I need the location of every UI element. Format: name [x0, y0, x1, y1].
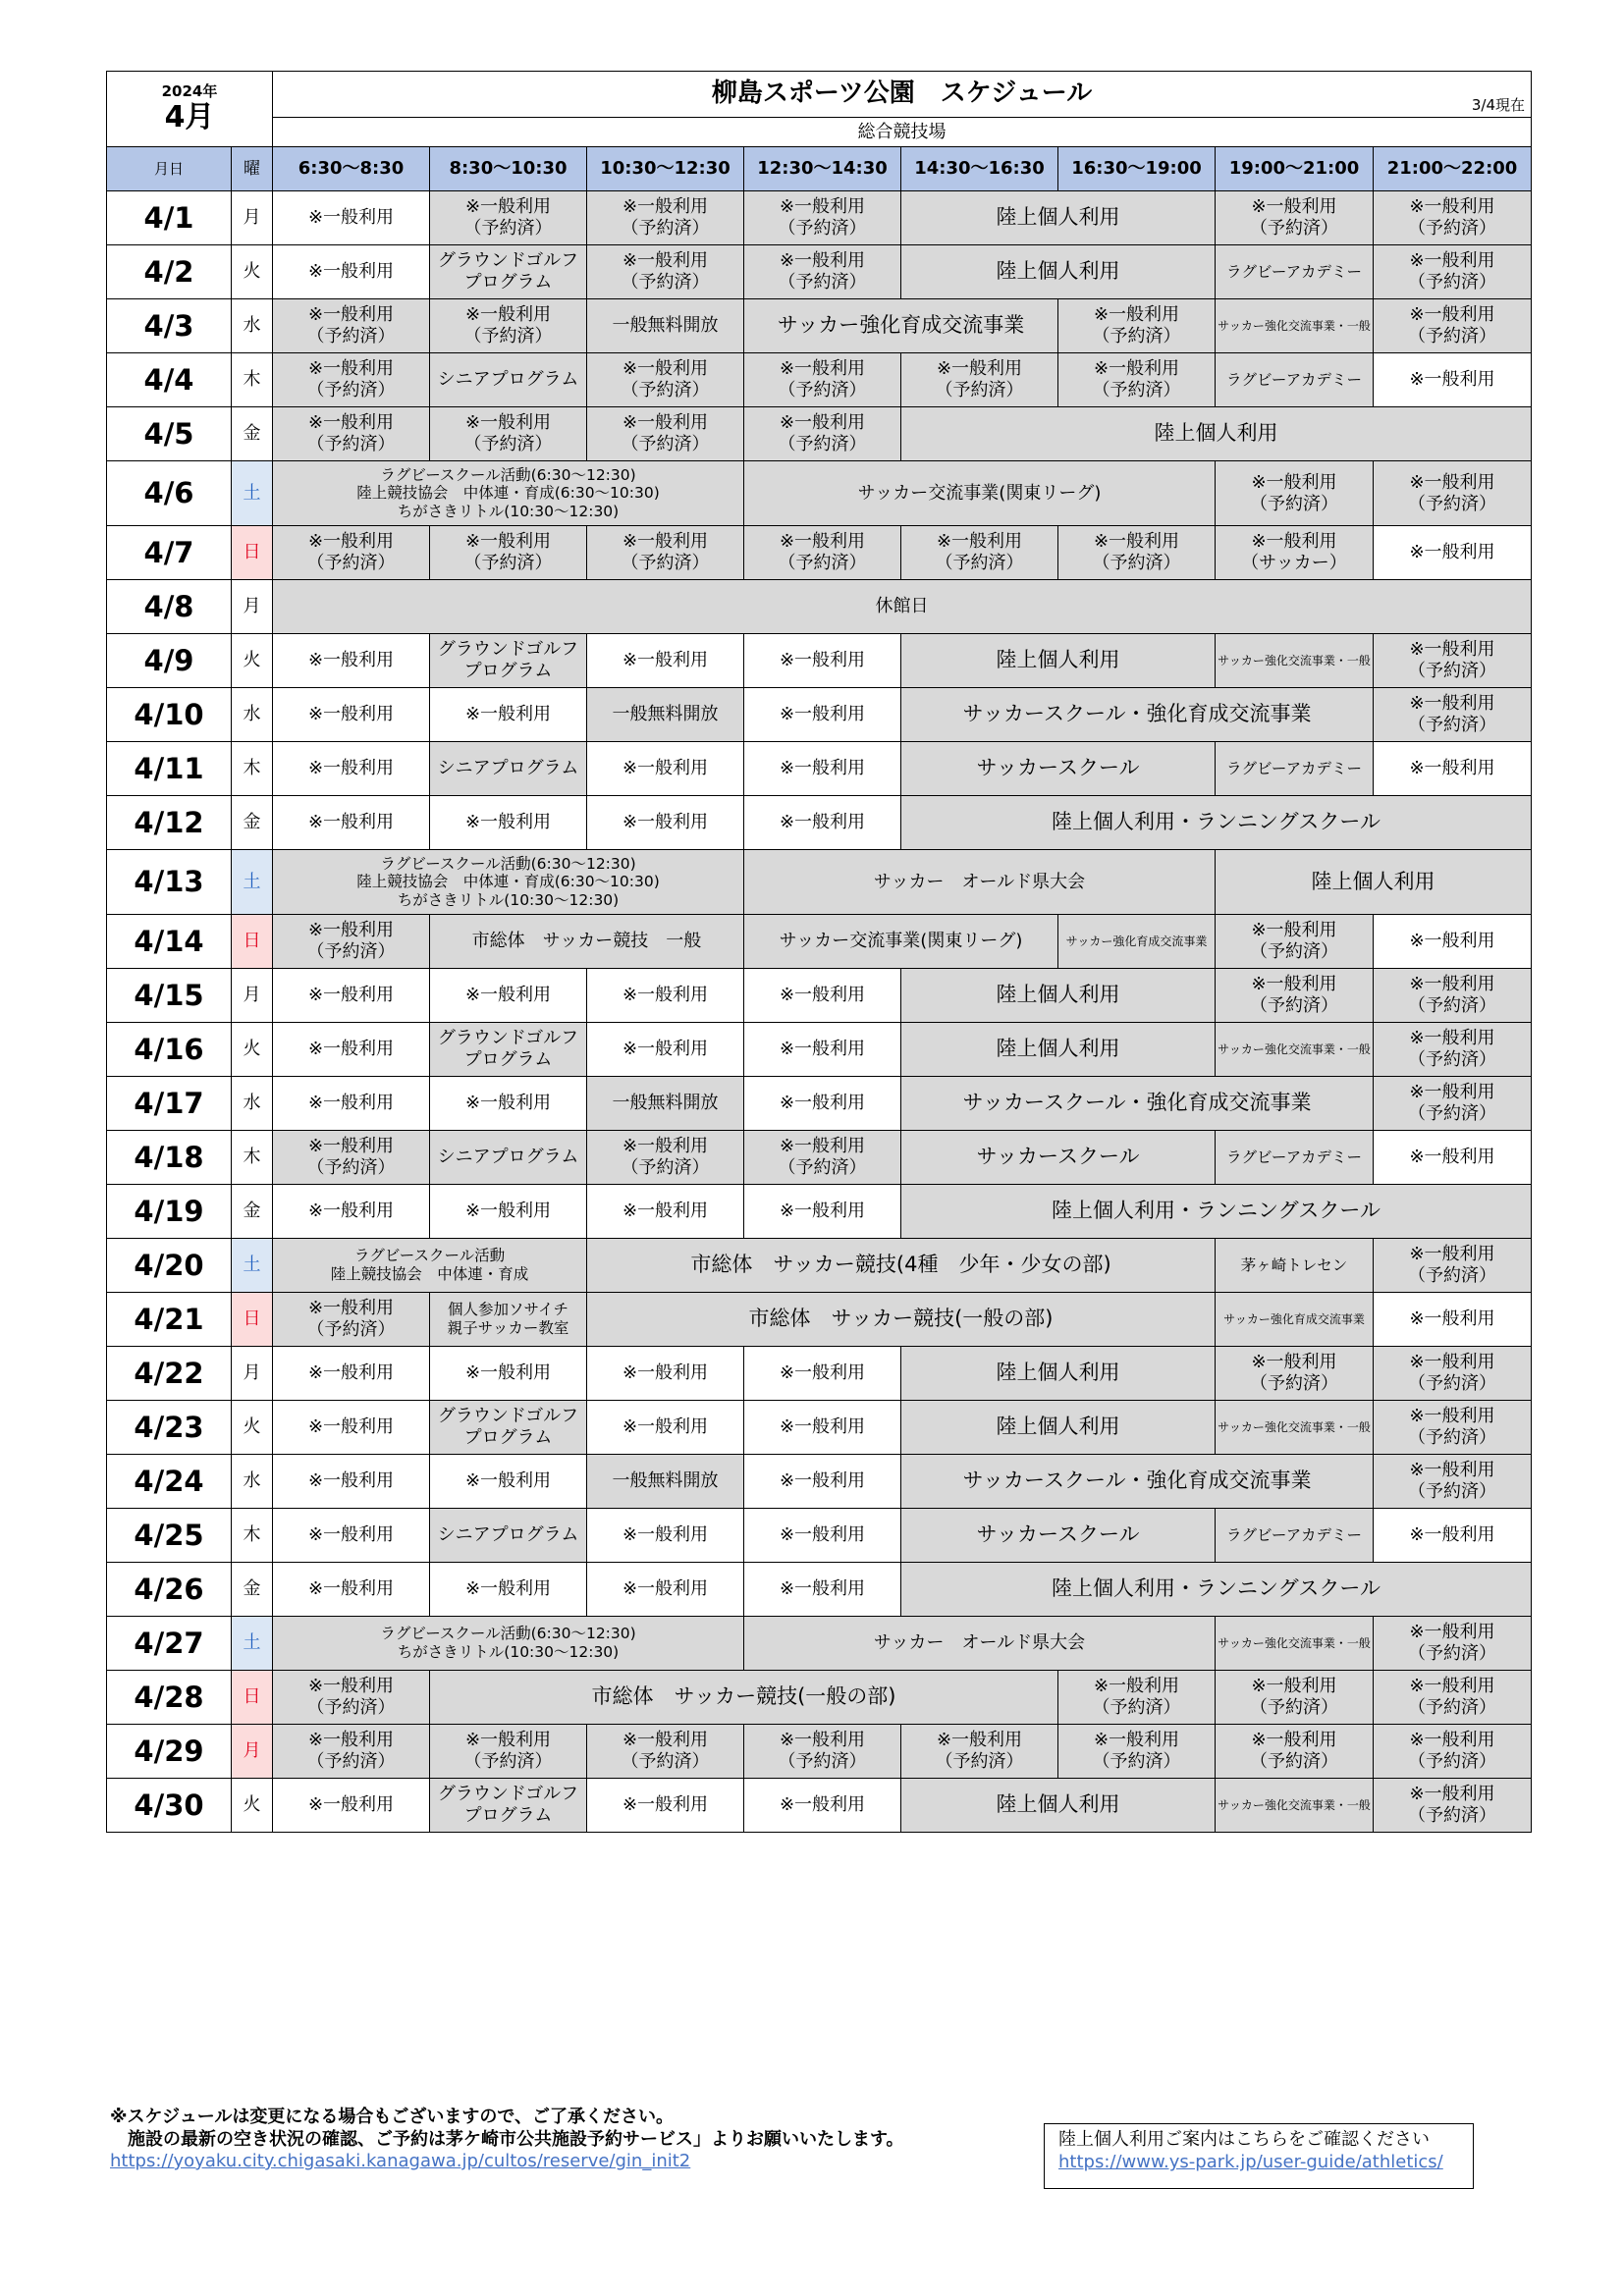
schedule-cell: ※一般利用	[273, 1509, 430, 1563]
row-date: 4/7	[107, 526, 232, 580]
schedule-cell: ※一般利用	[587, 1509, 744, 1563]
schedule-cell: ※一般利用 （予約済）	[587, 353, 744, 407]
schedule-cell: ※一般利用 （予約済）	[273, 1131, 430, 1185]
schedule-cell: ※一般利用 （予約済）	[587, 245, 744, 299]
schedule-row	[107, 1347, 1532, 1401]
schedule-cell: ※一般利用	[273, 1023, 430, 1077]
schedule-cell: ※一般利用	[744, 742, 901, 796]
athletics-info-label: 陸上個人利用ご案内はこちらをご確認ください	[1058, 2129, 1430, 2150]
schedule-cell: 陸上個人利用・ランニングスクール	[901, 1563, 1532, 1617]
schedule-cell: ※一般利用 （予約済）	[1058, 353, 1216, 407]
schedule-cell: サッカー強化交流事業・一般	[1216, 1617, 1374, 1671]
schedule-cell: 茅ヶ崎トレセン	[1216, 1239, 1374, 1293]
schedule-cell: 陸上個人利用	[1216, 850, 1532, 915]
schedule-cell: ※一般利用	[273, 1347, 430, 1401]
row-day-of-week: 水	[232, 1455, 273, 1509]
schedule-cell: サッカー強化交流事業・一般	[1216, 1779, 1374, 1833]
schedule-cell: ※一般利用 （予約済）	[1374, 299, 1532, 353]
row-day-of-week: 木	[232, 353, 273, 407]
schedule-row	[107, 353, 1532, 407]
schedule-cell: ※一般利用	[587, 1563, 744, 1617]
schedule-cell: ※一般利用 （予約済）	[744, 1131, 901, 1185]
schedule-cell: ※一般利用 （予約済）	[1058, 1671, 1216, 1725]
row-date: 4/12	[107, 796, 232, 850]
facility-name: 総合競技場	[273, 118, 1532, 147]
schedule-cell: ラグビーアカデミー	[1216, 742, 1374, 796]
row-date: 4/28	[107, 1671, 232, 1725]
col-header-slot: 14:30～16:30	[901, 147, 1058, 191]
schedule-cell: サッカースクール・強化育成交流事業	[901, 688, 1374, 742]
schedule-row	[107, 461, 1532, 526]
schedule-cell: サッカー強化育成交流事業	[1058, 915, 1216, 969]
schedule-cell: ※一般利用	[430, 1563, 587, 1617]
schedule-cell: ※一般利用	[1374, 1509, 1532, 1563]
schedule-cell: ※一般利用 （予約済）	[1374, 634, 1532, 688]
col-header-date: 月日	[107, 147, 232, 191]
schedule-cell: 陸上個人利用	[901, 191, 1216, 245]
schedule-cell: ※一般利用	[587, 742, 744, 796]
athletics-info-link[interactable]: https://www.ys-park.jp/user-guide/athletics/	[1058, 2152, 1443, 2173]
schedule-cell: 陸上個人利用	[901, 407, 1532, 461]
schedule-cell: ※一般利用	[1374, 1293, 1532, 1347]
row-date: 4/25	[107, 1509, 232, 1563]
schedule-row	[107, 1185, 1532, 1239]
schedule-cell: 陸上個人利用	[901, 1779, 1216, 1833]
row-date: 4/23	[107, 1401, 232, 1455]
page-title: 柳島スポーツ公園 スケジュール	[711, 79, 1093, 109]
schedule-table	[106, 71, 1532, 1833]
col-header-slot: 12:30～14:30	[744, 147, 901, 191]
row-day-of-week: 火	[232, 1023, 273, 1077]
schedule-cell: ※一般利用 （予約済）	[1058, 299, 1216, 353]
row-date: 4/13	[107, 850, 232, 915]
schedule-cell: ※一般利用 （予約済）	[430, 299, 587, 353]
schedule-cell: 陸上個人利用・ランニングスクール	[901, 796, 1532, 850]
schedule-cell: ※一般利用	[587, 634, 744, 688]
schedule-cell: ※一般利用 （予約済）	[587, 526, 744, 580]
year-label: 2024年	[161, 82, 218, 100]
schedule-cell: 陸上個人利用	[901, 1347, 1216, 1401]
schedule-cell: ※一般利用 （予約済）	[901, 526, 1058, 580]
schedule-cell: ※一般利用 （予約済）	[744, 407, 901, 461]
schedule-row	[107, 1617, 1532, 1671]
schedule-cell: ※一般利用	[273, 796, 430, 850]
schedule-cell: ※一般利用	[273, 1779, 430, 1833]
schedule-cell: ※一般利用	[273, 1563, 430, 1617]
schedule-cell: サッカー強化育成交流事業	[1216, 1293, 1374, 1347]
schedule-cell: ※一般利用	[430, 1077, 587, 1131]
schedule-cell: ※一般利用 （予約済）	[273, 299, 430, 353]
schedule-cell: ※一般利用	[273, 742, 430, 796]
schedule-cell: ※一般利用	[273, 1401, 430, 1455]
row-day-of-week: 日	[232, 1671, 273, 1725]
schedule-row	[107, 1401, 1532, 1455]
schedule-cell: ※一般利用	[744, 1185, 901, 1239]
schedule-cell: ※一般利用 （予約済）	[430, 1725, 587, 1779]
schedule-cell: ※一般利用 （予約済）	[1216, 915, 1374, 969]
schedule-cell: ※一般利用 （予約済）	[587, 1131, 744, 1185]
schedule-cell: ※一般利用	[744, 1509, 901, 1563]
schedule-row	[107, 299, 1532, 353]
row-date: 4/30	[107, 1779, 232, 1833]
col-header-dow: 曜	[232, 147, 273, 191]
schedule-cell: ※一般利用	[587, 796, 744, 850]
row-day-of-week: 水	[232, 1077, 273, 1131]
row-day-of-week: 木	[232, 742, 273, 796]
schedule-cell: 陸上個人利用・ランニングスクール	[901, 1185, 1532, 1239]
schedule-cell: ※一般利用	[430, 1347, 587, 1401]
schedule-cell: ※一般利用 （予約済）	[430, 407, 587, 461]
row-date: 4/22	[107, 1347, 232, 1401]
row-day-of-week: 月	[232, 1347, 273, 1401]
schedule-cell: シニアプログラム	[430, 1509, 587, 1563]
row-date: 4/16	[107, 1023, 232, 1077]
schedule-cell: ※一般利用	[744, 1401, 901, 1455]
schedule-cell: サッカー オールド県大会	[744, 1617, 1216, 1671]
schedule-cell: ※一般利用 （予約済）	[587, 407, 744, 461]
schedule-cell: サッカー オールド県大会	[744, 850, 1216, 915]
schedule-cell: ※一般利用	[587, 1779, 744, 1833]
schedule-cell: ※一般利用 （予約済）	[1374, 1077, 1532, 1131]
schedule-row	[107, 742, 1532, 796]
schedule-cell: ※一般利用 （予約済）	[587, 191, 744, 245]
schedule-cell: ラグビーアカデミー	[1216, 1509, 1374, 1563]
row-date: 4/3	[107, 299, 232, 353]
schedule-cell: ※一般利用 （予約済）	[744, 245, 901, 299]
schedule-cell: サッカー交流事業(関東リーグ)	[744, 915, 1058, 969]
row-day-of-week: 土	[232, 461, 273, 526]
row-date: 4/6	[107, 461, 232, 526]
row-date: 4/1	[107, 191, 232, 245]
schedule-cell: サッカースクール	[901, 742, 1216, 796]
schedule-cell: グラウンドゴルフ プログラム	[430, 1023, 587, 1077]
row-day-of-week: 水	[232, 688, 273, 742]
row-day-of-week: 金	[232, 407, 273, 461]
row-day-of-week: 月	[232, 191, 273, 245]
row-date: 4/9	[107, 634, 232, 688]
schedule-cell: ラグビースクール活動 陸上競技協会 中体連・育成	[273, 1239, 587, 1293]
schedule-cell: サッカースクール	[901, 1131, 1216, 1185]
schedule-row	[107, 526, 1532, 580]
row-date: 4/29	[107, 1725, 232, 1779]
schedule-cell: ※一般利用 （予約済）	[1216, 969, 1374, 1023]
row-date: 4/21	[107, 1293, 232, 1347]
schedule-cell: ※一般利用	[430, 688, 587, 742]
schedule-row	[107, 1023, 1532, 1077]
schedule-cell: ※一般利用	[744, 1779, 901, 1833]
row-day-of-week: 火	[232, 1779, 273, 1833]
schedule-cell: ※一般利用	[744, 634, 901, 688]
schedule-row	[107, 915, 1532, 969]
schedule-cell: ラグビースクール活動(6:30～12:30) 陸上競技協会 中体連・育成(6:30～10:30) ちがさきリトル(10:30～12:30)	[273, 461, 744, 526]
schedule-cell: ※一般利用 （予約済）	[901, 353, 1058, 407]
schedule-cell: シニアプログラム	[430, 742, 587, 796]
row-day-of-week: 金	[232, 1185, 273, 1239]
schedule-cell: ※一般利用 （予約済）	[1374, 1455, 1532, 1509]
schedule-cell: ※一般利用 （予約済）	[744, 353, 901, 407]
schedule-cell: グラウンドゴルフ プログラム	[430, 1401, 587, 1455]
col-header-slot: 16:30～19:00	[1058, 147, 1216, 191]
schedule-row	[107, 1509, 1532, 1563]
schedule-cell: ※一般利用	[744, 1023, 901, 1077]
schedule-change-note: ※スケジュールは変更になる場合もございますので、ご了承ください。	[110, 2107, 675, 2127]
schedule-cell: ※一般利用	[273, 191, 430, 245]
schedule-cell: 休館日	[273, 580, 1532, 634]
col-header-slot: 19:00～21:00	[1216, 147, 1374, 191]
row-day-of-week: 金	[232, 1563, 273, 1617]
schedule-cell: ラグビースクール活動(6:30～12:30) 陸上競技協会 中体連・育成(6:30～10:30) ちがさきリトル(10:30～12:30)	[273, 850, 744, 915]
schedule-cell: ※一般利用 （予約済）	[1216, 1671, 1374, 1725]
schedule-cell: サッカー強化育成交流事業	[744, 299, 1058, 353]
col-header-slot: 8:30～10:30	[430, 147, 587, 191]
footer-notes	[110, 2107, 904, 2173]
athletics-info-box	[1044, 2123, 1474, 2189]
schedule-cell: ※一般利用 （予約済）	[1374, 1671, 1532, 1725]
schedule-row	[107, 1779, 1532, 1833]
schedule-cell: シニアプログラム	[430, 1131, 587, 1185]
schedule-cell: サッカースクール・強化育成交流事業	[901, 1455, 1374, 1509]
schedule-cell: ※一般利用 （予約済）	[273, 915, 430, 969]
schedule-cell: ※一般利用 （予約済）	[1216, 1725, 1374, 1779]
schedule-cell: ※一般利用 （予約済）	[901, 1725, 1058, 1779]
schedule-cell: 陸上個人利用	[901, 634, 1216, 688]
schedule-cell: ※一般利用	[744, 1347, 901, 1401]
schedule-cell: ※一般利用	[430, 796, 587, 850]
row-date: 4/14	[107, 915, 232, 969]
schedule-cell: ラグビースクール活動(6:30～12:30) ちがさきリトル(10:30～12:30)	[273, 1617, 744, 1671]
schedule-cell: ※一般利用 （予約済）	[1216, 1347, 1374, 1401]
schedule-cell: サッカー強化交流事業・一般	[1216, 299, 1374, 353]
schedule-cell: ※一般利用	[273, 634, 430, 688]
schedule-cell: ラグビーアカデミー	[1216, 1131, 1374, 1185]
schedule-cell: ※一般利用	[430, 969, 587, 1023]
row-date: 4/19	[107, 1185, 232, 1239]
schedule-cell: 一般無料開放	[587, 688, 744, 742]
row-date: 4/20	[107, 1239, 232, 1293]
schedule-cell: ※一般利用	[744, 1455, 901, 1509]
schedule-cell: ※一般利用 （予約済）	[273, 1671, 430, 1725]
row-date: 4/26	[107, 1563, 232, 1617]
schedule-cell: ラグビーアカデミー	[1216, 245, 1374, 299]
row-date: 4/11	[107, 742, 232, 796]
schedule-cell: ※一般利用 （予約済）	[1374, 969, 1532, 1023]
schedule-cell: ※一般利用	[1374, 1131, 1532, 1185]
row-day-of-week: 月	[232, 580, 273, 634]
schedule-cell: グラウンドゴルフ プログラム	[430, 245, 587, 299]
col-header-slot: 21:00～22:00	[1374, 147, 1532, 191]
row-date: 4/4	[107, 353, 232, 407]
schedule-row	[107, 1239, 1532, 1293]
schedule-cell: ※一般利用	[273, 688, 430, 742]
schedule-row	[107, 796, 1532, 850]
schedule-cell: ※一般利用 （予約済）	[430, 526, 587, 580]
col-header-slot: 6:30～8:30	[273, 147, 430, 191]
schedule-row	[107, 634, 1532, 688]
schedule-cell: ※一般利用	[273, 1455, 430, 1509]
schedule-cell: ※一般利用 （予約済）	[1374, 1239, 1532, 1293]
schedule-row	[107, 1077, 1532, 1131]
row-day-of-week: 木	[232, 1509, 273, 1563]
schedule-row	[107, 1725, 1532, 1779]
schedule-row	[107, 580, 1532, 634]
schedule-cell: ※一般利用 （予約済）	[430, 191, 587, 245]
schedule-cell: ※一般利用	[273, 245, 430, 299]
schedule-cell: ※一般利用	[587, 1185, 744, 1239]
schedule-cell: ※一般利用	[587, 1347, 744, 1401]
schedule-cell: ※一般利用	[744, 1077, 901, 1131]
schedule-row	[107, 1563, 1532, 1617]
schedule-cell: ラグビーアカデミー	[1216, 353, 1374, 407]
schedule-cell: ※一般利用 （予約済）	[273, 1725, 430, 1779]
row-date: 4/5	[107, 407, 232, 461]
schedule-cell: ※一般利用	[430, 1185, 587, 1239]
schedule-cell: 陸上個人利用	[901, 1401, 1216, 1455]
schedule-cell: 陸上個人利用	[901, 969, 1216, 1023]
schedule-cell: シニアプログラム	[430, 353, 587, 407]
schedule-cell: ※一般利用 （予約済）	[1374, 191, 1532, 245]
schedule-cell: グラウンドゴルフ プログラム	[430, 1779, 587, 1833]
schedule-cell: ※一般利用 （予約済）	[1058, 1725, 1216, 1779]
month-label: 4月	[164, 100, 215, 134]
schedule-cell: 陸上個人利用	[901, 245, 1216, 299]
schedule-cell: 市総体 サッカー競技(一般の部)	[430, 1671, 1058, 1725]
schedule-cell: ※一般利用 （予約済）	[273, 353, 430, 407]
schedule-cell: ※一般利用 （予約済）	[1374, 1347, 1532, 1401]
schedule-cell: ※一般利用	[430, 1455, 587, 1509]
row-day-of-week: 土	[232, 1617, 273, 1671]
schedule-row	[107, 245, 1532, 299]
row-date: 4/2	[107, 245, 232, 299]
schedule-cell: 一般無料開放	[587, 1455, 744, 1509]
schedule-cell: ※一般利用	[1374, 526, 1532, 580]
row-day-of-week: 水	[232, 299, 273, 353]
schedule-row	[107, 969, 1532, 1023]
reservation-link[interactable]: https://yoyaku.city.chigasaki.kanagawa.jp/cultos/reserve/gin_init2	[110, 2151, 691, 2171]
schedule-cell: 一般無料開放	[587, 299, 744, 353]
schedule-row	[107, 1455, 1532, 1509]
schedule-cell: サッカースクール	[901, 1509, 1216, 1563]
schedule-cell: ※一般利用 （予約済）	[273, 1293, 430, 1347]
schedule-cell: ※一般利用	[587, 1401, 744, 1455]
schedule-cell: ※一般利用	[273, 1185, 430, 1239]
row-day-of-week: 火	[232, 634, 273, 688]
schedule-cell: ※一般利用	[1374, 915, 1532, 969]
schedule-cell: ※一般利用 （予約済）	[1374, 1023, 1532, 1077]
schedule-row	[107, 1671, 1532, 1725]
row-day-of-week: 月	[232, 969, 273, 1023]
row-day-of-week: 木	[232, 1131, 273, 1185]
schedule-cell: 陸上個人利用	[901, 1023, 1216, 1077]
row-day-of-week: 土	[232, 850, 273, 915]
schedule-cell: 市総体 サッカー競技 一般	[430, 915, 744, 969]
schedule-cell: ※一般利用	[587, 1023, 744, 1077]
schedule-cell: ※一般利用 （予約済）	[1374, 1401, 1532, 1455]
schedule-cell: ※一般利用 （予約済）	[1058, 526, 1216, 580]
schedule-row	[107, 191, 1532, 245]
row-date: 4/18	[107, 1131, 232, 1185]
schedule-cell: ※一般利用 （予約済）	[273, 526, 430, 580]
schedule-cell: ※一般利用	[744, 688, 901, 742]
schedule-cell: ※一般利用 （予約済）	[1374, 1725, 1532, 1779]
row-date: 4/17	[107, 1077, 232, 1131]
schedule-row	[107, 850, 1532, 915]
column-header-row	[107, 147, 1532, 191]
schedule-cell: 市総体 サッカー競技(4種 少年・少女の部)	[587, 1239, 1216, 1293]
schedule-cell: ※一般利用	[273, 969, 430, 1023]
row-day-of-week: 月	[232, 1725, 273, 1779]
reservation-note: 施設の最新の空き状況の確認、ご予約は茅ケ崎市公共施設予約サービス」よりお願いいたします。	[110, 2128, 904, 2150]
row-day-of-week: 日	[232, 526, 273, 580]
row-day-of-week: 火	[232, 1401, 273, 1455]
schedule-cell: サッカー強化交流事業・一般	[1216, 1401, 1374, 1455]
schedule-row	[107, 1131, 1532, 1185]
schedule-cell: ※一般利用 （予約済）	[744, 191, 901, 245]
schedule-cell: ※一般利用	[744, 969, 901, 1023]
page-title-cell	[273, 72, 1532, 118]
row-date: 4/27	[107, 1617, 232, 1671]
row-day-of-week: 日	[232, 915, 273, 969]
schedule-cell: グラウンドゴルフ プログラム	[430, 634, 587, 688]
schedule-cell: ※一般利用 （予約済）	[1374, 461, 1532, 526]
row-date: 4/10	[107, 688, 232, 742]
schedule-row	[107, 407, 1532, 461]
schedule-cell: 市総体 サッカー競技(一般の部)	[587, 1293, 1216, 1347]
row-day-of-week: 土	[232, 1239, 273, 1293]
schedule-cell: ※一般利用 （予約済）	[587, 1725, 744, 1779]
schedule-cell: 一般無料開放	[587, 1077, 744, 1131]
schedule-cell: ※一般利用 （予約済）	[1374, 688, 1532, 742]
schedule-cell: ※一般利用 （予約済）	[1374, 1617, 1532, 1671]
schedule-cell: ※一般利用 （予約済）	[273, 407, 430, 461]
row-day-of-week: 金	[232, 796, 273, 850]
schedule-cell: ※一般利用	[744, 796, 901, 850]
row-day-of-week: 日	[232, 1293, 273, 1347]
year-month-cell	[107, 72, 273, 147]
schedule-cell: ※一般利用	[1374, 353, 1532, 407]
as-of-date: 3/4現在	[1471, 96, 1526, 114]
schedule-cell: サッカースクール・強化育成交流事業	[901, 1077, 1374, 1131]
row-date: 4/8	[107, 580, 232, 634]
schedule-row	[107, 688, 1532, 742]
schedule-cell: ※一般利用	[587, 969, 744, 1023]
schedule-cell: 個人参加ソサイチ 親子サッカー教室	[430, 1293, 587, 1347]
row-date: 4/24	[107, 1455, 232, 1509]
schedule-cell: ※一般利用	[273, 1077, 430, 1131]
col-header-slot: 10:30～12:30	[587, 147, 744, 191]
schedule-row	[107, 1293, 1532, 1347]
schedule-cell: サッカー強化交流事業・一般	[1216, 1023, 1374, 1077]
schedule-cell: ※一般利用 （予約済）	[1374, 1779, 1532, 1833]
schedule-cell: サッカー強化交流事業・一般	[1216, 634, 1374, 688]
schedule-cell: ※一般利用 （予約済）	[744, 526, 901, 580]
row-day-of-week: 火	[232, 245, 273, 299]
schedule-cell: ※一般利用 （サッカー）	[1216, 526, 1374, 580]
schedule-cell: サッカー交流事業(関東リーグ)	[744, 461, 1216, 526]
row-date: 4/15	[107, 969, 232, 1023]
schedule-cell: ※一般利用 （予約済）	[744, 1725, 901, 1779]
schedule-cell: ※一般利用 （予約済）	[1374, 245, 1532, 299]
schedule-cell: ※一般利用	[744, 1563, 901, 1617]
schedule-cell: ※一般利用	[1374, 742, 1532, 796]
schedule-cell: ※一般利用 （予約済）	[1216, 461, 1374, 526]
schedule-cell: ※一般利用 （予約済）	[1216, 191, 1374, 245]
